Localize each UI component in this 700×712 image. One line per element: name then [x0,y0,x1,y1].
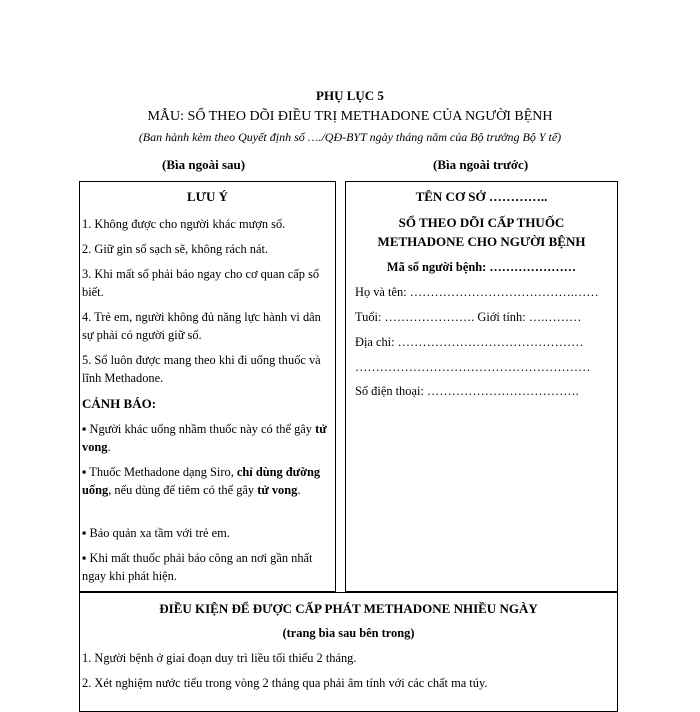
back-cover-box [79,181,336,592]
issued-by-note: (Ban hành kèm theo Quyết định số …./QĐ-BYT ngày tháng năm của Bộ trưởng Bộ Y tế) [138,130,562,144]
appendix-title: PHỤ LỤC 5 [316,88,384,103]
book-title-line1: SỔ THEO DÕI CẤP THUỐC [398,215,565,230]
note-item: 1. Không được cho người khác mượn sổ. [82,217,286,231]
warning-item: ▪ Khi mất thuốc phải báo công an nơi gần nhất ngay khi phát hiện. [82,551,313,583]
address-field: Địa chỉ: ……………………………………… [355,335,584,349]
conditions-heading: ĐIỀU KIỆN ĐỂ ĐƯỢC CẤP PHÁT METHADONE NHIỀU NGÀY [159,601,538,616]
front-cover-label: (Bìa ngoài trước) [433,157,529,172]
patient-code-field: Mã số người bệnh: ………………… [386,260,577,274]
front-cover-box [345,181,618,592]
book-title-line2: METHADONE CHO NGƯỜI BỆNH [377,234,586,249]
conditions-box [79,592,618,712]
age-gender-field: Tuổi: …………………. Giới tính: ….……… [355,310,582,324]
condition-item: 2. Xét nghiệm nước tiểu trong vòng 2 tháng qua phải âm tính với các chất ma túy. [82,676,488,690]
form-title: MẪU: SỔ THEO DÕI ĐIỀU TRỊ METHADONE CỦA NGƯỜI BỆNH [147,109,553,124]
conditions-subheading: (trang bìa sau bên trong) [282,626,415,640]
note-item: 4. Trẻ em, người không đủ năng lực hành vi dân sự phải có người giữ sổ. [82,310,321,342]
note-item: 3. Khi mất sổ phải báo ngay cho cơ quan cấp sổ biết. [82,267,320,299]
notes-heading: LƯU Ý [186,189,229,204]
warning-item: ▪ Bảo quản xa tầm với trẻ em. [82,526,230,540]
warning-heading: CẢNH BÁO: [82,396,157,411]
warning-item: ▪ Thuốc Methadone dạng Siro, chỉ dùng đường uống, nếu dùng để tiêm có thể gây tử vong. [82,465,321,497]
warning-item: ▪ Người khác uống nhầm thuốc này có thể gây tử vong. [82,422,327,454]
phone-field: Số điện thoại: ………………………………. [355,384,579,398]
note-item: 2. Giữ gìn sổ sạch sẽ, không rách nát. [82,242,268,256]
facility-name: TÊN CƠ SỞ ………….. [415,189,548,204]
full-name-field: Họ và tên: ………………………………….…… [355,285,599,299]
back-cover-label: (Bìa ngoài sau) [162,157,246,172]
note-item: 5. Sổ luôn được mang theo khi đi uống thuốc và lĩnh Methadone. [82,353,321,385]
condition-item: 1. Người bệnh ở giai đoạn duy trì liều tối thiểu 2 tháng. [82,651,357,665]
address-continuation: ………………………………………………… [355,360,591,374]
